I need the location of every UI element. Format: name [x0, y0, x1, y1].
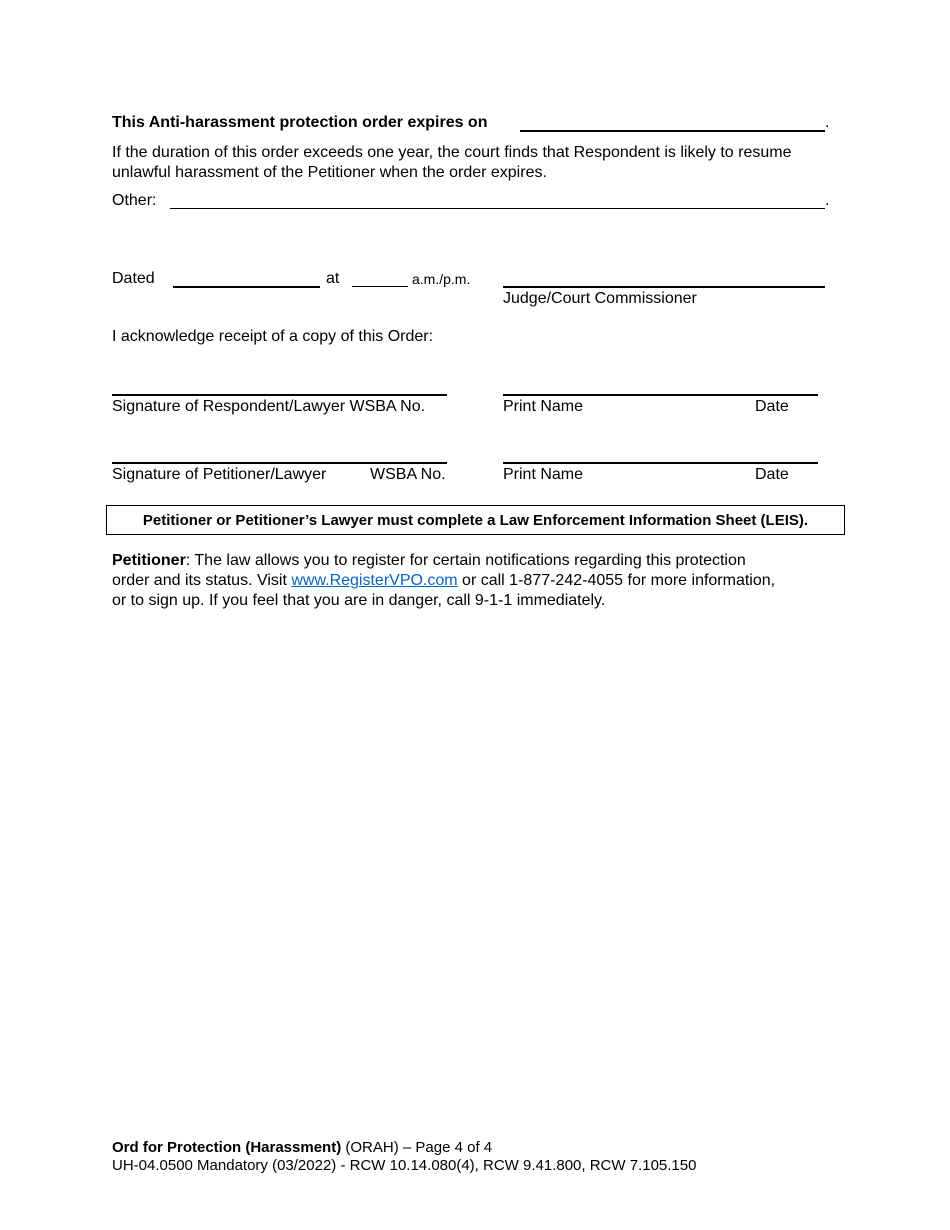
dated-at-label: at: [326, 270, 340, 287]
petitioner-notice-text-2a: order and its status. Visit: [112, 572, 292, 589]
respondent-signature-line[interactable]: [112, 394, 447, 396]
petitioner-date-label: Date: [755, 466, 789, 483]
respondent-print-name-line[interactable]: [503, 394, 818, 396]
register-vpo-link[interactable]: www.RegisterVPO.com: [291, 572, 458, 589]
expires-label: This Anti-harassment protection order expires on: [112, 114, 488, 131]
petitioner-notice-line-1: [112, 551, 775, 571]
petitioner-notice-text-1: : The law allows you to register for certain notifications regarding this protection: [185, 552, 746, 569]
dated-time-field[interactable]: [352, 286, 408, 287]
judge-label: Judge/Court Commissioner: [503, 290, 697, 307]
expires-period: .: [825, 114, 830, 131]
leis-notice-text: Petitioner or Petitioner’s Lawyer must complete a Law Enforcement Information Sheet (LEIS).: [142, 511, 809, 529]
ampm-label: a.m./p.m.: [412, 271, 471, 287]
other-label: Other:: [112, 192, 157, 209]
footer-title-bold: Ord for Protection (Harassment): [112, 1139, 342, 1156]
petitioner-notice: [112, 551, 775, 611]
duration-notice-line-1: If the duration of this order exceeds one year, the court finds that Respondent is likely to resume: [112, 144, 792, 161]
judge-signature-line[interactable]: [503, 286, 825, 288]
respondent-date-label: Date: [755, 398, 789, 415]
petitioner-notice-lead: Petitioner: [112, 552, 186, 569]
duration-notice: [112, 143, 792, 183]
petitioner-print-name-label: Print Name: [503, 466, 584, 483]
petitioner-print-name-line[interactable]: [503, 462, 818, 464]
footer-form-id: UH-04.0500 Mandatory (03/2022) - RCW 10.14.080(4), RCW 9.41.800, RCW 7.105.150: [112, 1157, 697, 1174]
petitioner-notice-line-2: [112, 571, 775, 591]
footer-title: [112, 1139, 492, 1156]
dated-label: Dated: [112, 270, 155, 287]
petitioner-notice-text-2b: or call 1-877-242-4055 for more information,: [457, 572, 776, 589]
expires-date-field[interactable]: [520, 130, 825, 132]
duration-notice-line-2: unlawful harassment of the Petitioner when the order expires.: [112, 164, 547, 181]
other-period: .: [825, 192, 830, 209]
petitioner-notice-line-3: or to sign up. If you feel that you are in danger, call 9-1-1 immediately.: [112, 592, 606, 609]
leis-notice-box: [106, 505, 845, 535]
petitioner-signature-line[interactable]: [112, 462, 447, 464]
petitioner-wsba-label: WSBA No.: [370, 466, 446, 483]
petitioner-signature-label: Signature of Petitioner/Lawyer: [112, 466, 327, 483]
dated-date-field[interactable]: [173, 286, 320, 288]
acknowledge-text: I acknowledge receipt of a copy of this Order:: [112, 328, 434, 345]
footer-title-rest: (ORAH) – Page 4 of 4: [341, 1139, 493, 1156]
other-field[interactable]: [170, 208, 825, 209]
respondent-signature-label: Signature of Respondent/Lawyer WSBA No.: [112, 398, 426, 415]
respondent-print-name-label: Print Name: [503, 398, 584, 415]
